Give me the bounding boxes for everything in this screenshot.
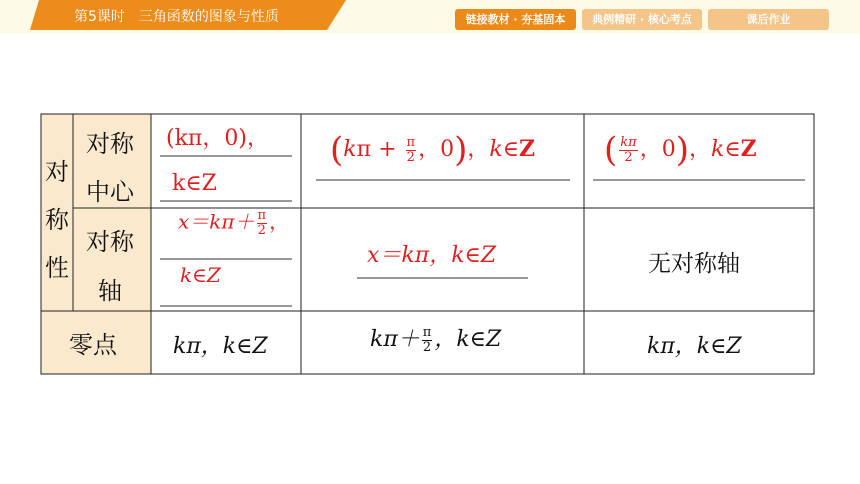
fraction-denominator: 2 xyxy=(257,222,266,238)
tan-center-integers: Z xyxy=(740,136,757,162)
symmetry-label-char-3: 性 xyxy=(45,254,69,282)
zero-point-label: 零点 xyxy=(69,331,117,359)
nav-button-textbook[interactable]: 链接教材 · 夯基固本 xyxy=(455,9,576,30)
cos-center-k: k xyxy=(343,137,357,162)
cos-center-k2: k xyxy=(489,137,503,162)
cos-center-pi: π xyxy=(356,137,372,162)
symmetry-axis-label-line1: 对称 xyxy=(86,228,134,256)
cos-center-fraction xyxy=(406,136,417,164)
fraction-numerator: π xyxy=(257,208,267,223)
cos-zeros-head: kπ＋ xyxy=(370,327,420,353)
cos-axis-expression: x＝kπ，k∈Z xyxy=(367,243,497,268)
sin-axis-line2: k∈Z xyxy=(180,263,221,287)
sin-axis-equation: x＝kπ＋ xyxy=(178,209,255,234)
tan-center-k2: k xyxy=(710,137,725,162)
tan-center-expression xyxy=(604,130,757,170)
sin-zeros: kπ，k∈Z xyxy=(173,334,268,359)
sin-axis-line1 xyxy=(178,209,289,237)
tan-center-fraction xyxy=(619,136,637,164)
sin-axis-comma: ， xyxy=(269,209,290,234)
tan-center-zero: ，0 xyxy=(639,137,676,162)
symmetry-label-char-2: 称 xyxy=(45,206,69,234)
tan-axis-none: 无对称轴 xyxy=(648,251,740,277)
cos-zeros-tail: ，k∈Z xyxy=(434,327,502,353)
fraction-denominator: 2 xyxy=(406,149,415,165)
cos-center-comma: ， xyxy=(467,137,490,162)
symmetry-axis-label-line2: 轴 xyxy=(98,277,122,305)
right-paren: ) xyxy=(675,130,689,170)
left-paren: ( xyxy=(604,130,618,170)
cos-center-expression xyxy=(330,130,536,170)
cos-center-in: ∈ xyxy=(502,137,519,162)
fraction-numerator: π xyxy=(406,134,416,150)
tan-center-in: ∈ xyxy=(724,137,741,162)
left-paren: ( xyxy=(330,130,344,170)
symmetry-label-char-1: 对 xyxy=(45,158,69,186)
cos-center-zero: ，0 xyxy=(418,137,455,162)
fraction-numerator: kπ xyxy=(620,134,637,150)
sin-axis-fraction xyxy=(257,209,268,237)
nav-button-examples[interactable]: 典例精研 · 核心考点 xyxy=(582,9,702,30)
cos-center-plus: + xyxy=(378,137,397,162)
sin-center-line2: k∈Z xyxy=(172,171,217,196)
fraction-numerator: π xyxy=(422,325,432,340)
symmetry-center-label-line2: 中心 xyxy=(86,178,134,206)
nav-button-homework[interactable]: 课后作业 xyxy=(708,9,829,30)
cos-zeros-fraction xyxy=(422,326,433,354)
cos-zeros xyxy=(370,326,501,354)
tan-zeros: kπ，k∈Z xyxy=(647,334,742,359)
fraction-denominator: 2 xyxy=(422,339,432,355)
cos-center-integers: Z xyxy=(518,136,536,162)
right-paren: ) xyxy=(454,130,468,170)
symmetry-center-label-line1: 对称 xyxy=(86,130,134,158)
tan-center-comma: ， xyxy=(688,137,711,162)
fraction-denominator: 2 xyxy=(624,149,633,165)
lesson-title: 第5课时 三角函数的图象与性质 xyxy=(74,9,279,25)
sin-center-line1: (kπ，0)， xyxy=(166,126,269,151)
